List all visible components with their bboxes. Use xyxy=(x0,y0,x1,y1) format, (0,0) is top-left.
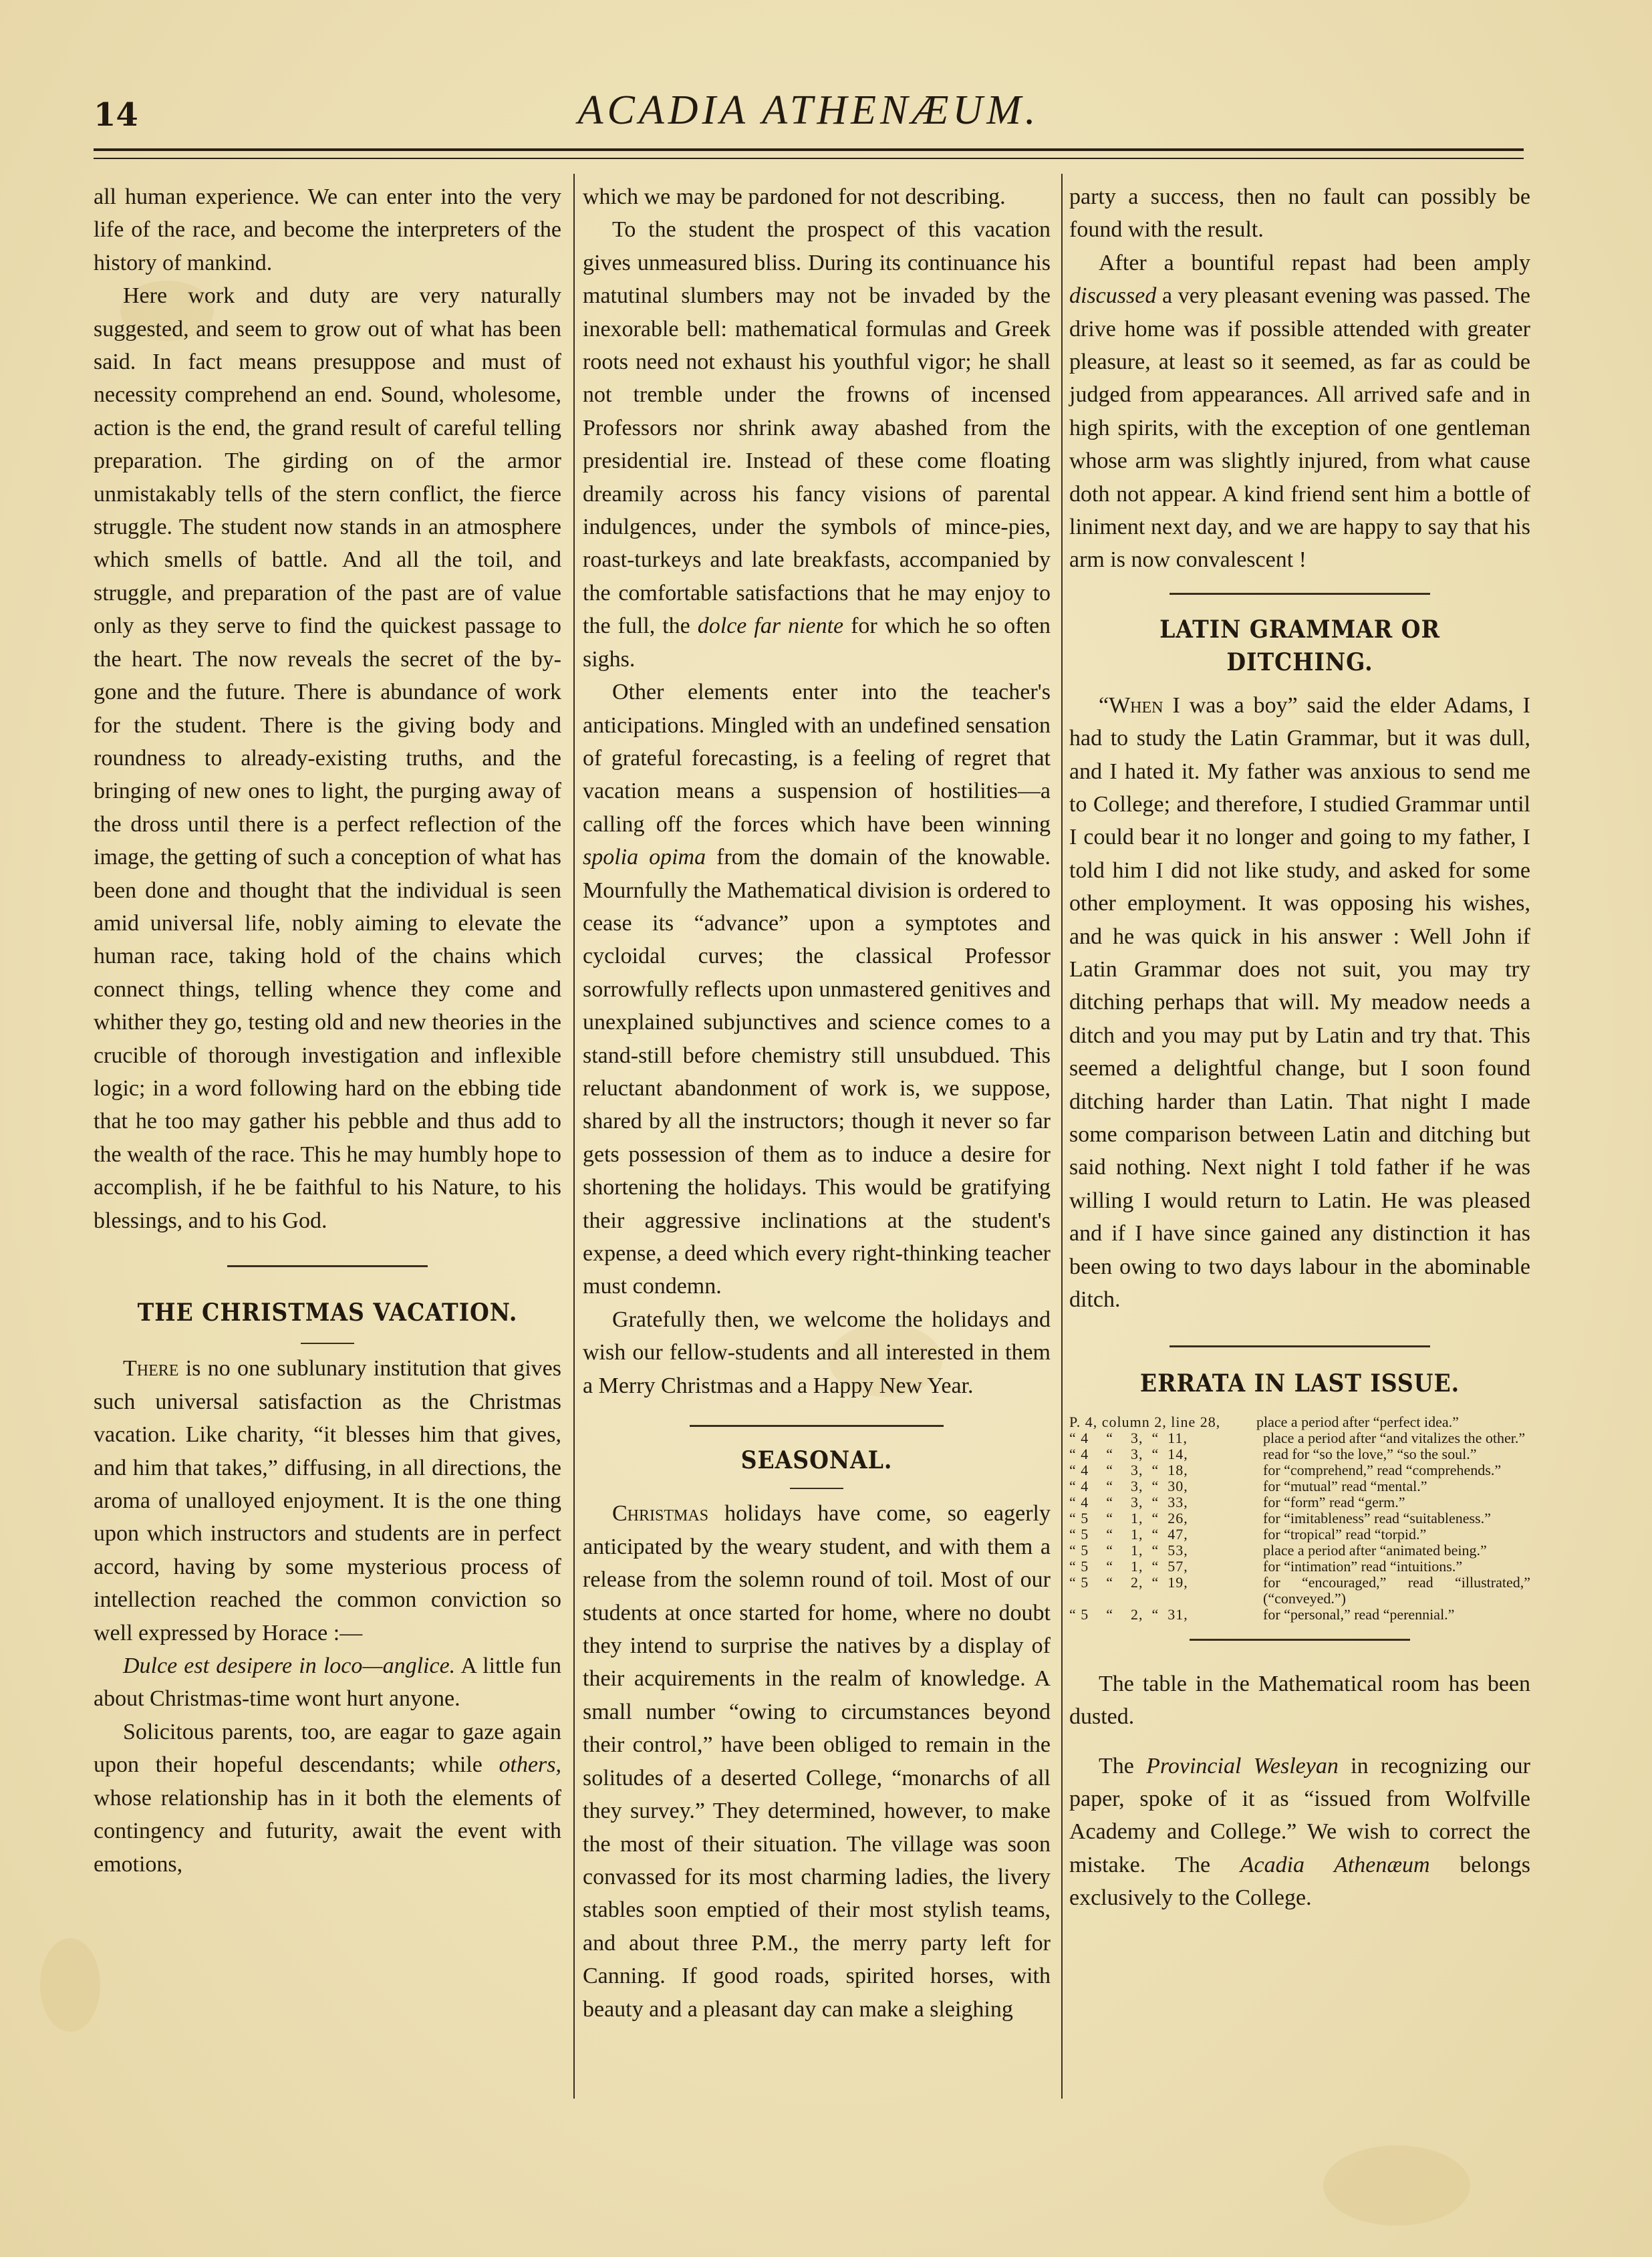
errata-reference: P. 4, column 2, line 28, xyxy=(1069,1413,1221,1430)
errata-reference: “ 4 “ 3, “ 33, xyxy=(1069,1493,1188,1510)
paragraph-text: a very pleasant evening was passed. The drive home was if possible attended with greater pleasure, at least so it seemed, as far as could be judged from appearances. All arrived safe and in high spirits, with the exception of one gentleman whose arm was slightly injured, from what cause doth not appear. A kind friend sent him a bottle of liniment next day, and we are happy to say that his arm is now convalescent ! xyxy=(1069,283,1530,573)
errata-reference: “ 4 “ 3, “ 18, xyxy=(1069,1461,1188,1478)
errata-correction: for “imitableness” read “suitableness.” xyxy=(1263,1509,1491,1526)
paragraph-text: A little fun about Christmas-time wont hurt anyone. xyxy=(94,1653,561,1712)
column-divider xyxy=(1061,174,1063,2099)
errata-correction: read for “so the love,” “so the soul.” xyxy=(1263,1445,1477,1462)
errata-row xyxy=(1069,1559,1530,1575)
paragraph-text: The xyxy=(1099,1753,1147,1778)
errata-row xyxy=(1069,1575,1530,1607)
section-separator xyxy=(1190,1639,1410,1641)
paragraph xyxy=(94,1716,561,1881)
errata-row xyxy=(1069,1526,1530,1543)
column-divider xyxy=(573,174,575,2099)
lead-word: “When xyxy=(1099,692,1163,718)
paragraph xyxy=(583,676,1051,1303)
article-heading: THE CHRISTMAS VACATION. xyxy=(137,1299,518,1327)
paper-stain xyxy=(1323,2145,1470,2226)
errata-reference: “ 4 “ 3, “ 14, xyxy=(1069,1445,1188,1462)
italic-phrase: spolia opima xyxy=(583,845,706,870)
paragraph-text: whose relationship has in it both the elements of contingency and futurity, await the event with emotions, xyxy=(94,1785,561,1877)
errata-correction: for “encouraged,” read “illustrated,” (“conveyed.”) xyxy=(1263,1573,1530,1607)
lead-word: There xyxy=(123,1356,179,1381)
paragraph-text: belongs exclusively to the College. xyxy=(1069,1852,1530,1911)
errata-reference: “ 5 “ 1, “ 47, xyxy=(1069,1525,1188,1543)
paragraph: The table in the Mathematical room has been dusted. xyxy=(1069,1671,1530,1730)
paragraph-text: in recognizing our paper, spoke of it as “issued from Wolfville Academy and College.” We wish to correct the mistake. The xyxy=(1069,1753,1530,1877)
header-rule xyxy=(94,148,1524,159)
errata-correction: for “form” read “germ.” xyxy=(1263,1493,1405,1510)
paragraph xyxy=(583,1497,1051,2026)
paragraph: which we may be pardoned for not describing. xyxy=(583,184,1006,209)
errata-reference: “ 5 “ 1, “ 26, xyxy=(1069,1509,1188,1526)
column-3 xyxy=(1069,180,1530,1915)
paragraph: party a success, then no fault can possibly be found with the result. xyxy=(1069,184,1530,243)
lead-word: Christmas xyxy=(612,1501,709,1526)
errata-correction: place a period after “animated being.” xyxy=(1263,1541,1487,1559)
paragraph-text: To the student the prospect of this vacation gives unmeasured bliss. During its continuance his matutinal slumbers may not be invaded by the inexorable bell: mathematical formulas and Greek roots need not exhaust his youthful vigor; he shall not tremble under the frowns of incensed Professors nor shrink away abashed from the presidential ire. Instead of these come floating dreamily across his fancy visions of parental indulgences, under the symbols of mince-pies, roast-turkeys and late breakfasts, accompanied by the comfortable satisfactions that he may enjoy to the full, the xyxy=(583,217,1051,639)
errata-correction: place a period after “perfect idea.” xyxy=(1256,1413,1459,1430)
errata-list xyxy=(1069,1414,1530,1623)
page-header xyxy=(94,87,1524,140)
errata-correction: for “mutual” read “mental.” xyxy=(1263,1477,1427,1494)
paragraph-text: After a bountiful repast had been amply xyxy=(1099,250,1530,275)
errata-reference: “ 5 “ 2, “ 19, xyxy=(1069,1573,1188,1591)
paragraph-text: for which he so often sighs. xyxy=(583,614,1051,672)
errata-row xyxy=(1069,1478,1530,1494)
paragraph xyxy=(94,1352,561,1649)
italic-word: others, xyxy=(499,1752,561,1778)
errata-row xyxy=(1069,1446,1530,1462)
paragraph: Here work and duty are very naturally suggested, and seem to grow out of what has been said. In fact means presuppose and must of necessity comprehend an end. Sound, wholesome, action is the end, the grand result of careful telling preparation. The girding on of the armor unmistakably tells of the stern conflict, the fierce struggle. The student now stands in an atmosphere which smells of battle. And all the toil, and struggle, and preparation of the past are of value only as they serve to find the quickest passage to the heart. The now reveals the secret of the by-gone and the future. There is abundance of work for the student. There is the giving body and roundness to already-existing truths, and the bringing of new ones to light, the purging away of the dross until there is a perfect reflection of the image, the getting of such a conception of what has been done and thought that the individual is seen amid universal life, nobly aiming to elevate the human race, taking hold of the chains which connect things, telling whence they come and whither they go, testing old and new theories in the crucible of thorough investigation and inflexible logic; in a word following hard on the ebbing tide that he too may gather his pebble and thus add to the wealth of the race. This he may humbly hope to accomplish, if he be faithful to his Nature, to his blessings, and to his God. xyxy=(94,283,561,1233)
errata-reference: “ 5 “ 2, “ 31, xyxy=(1069,1605,1188,1623)
errata-reference: “ 5 “ 1, “ 57, xyxy=(1069,1557,1188,1575)
paragraph xyxy=(1069,247,1530,577)
errata-row xyxy=(1069,1462,1530,1478)
italic-phrase: dolce far niente xyxy=(697,614,844,639)
paragraph xyxy=(1069,1750,1530,1915)
errata-row xyxy=(1069,1414,1530,1430)
paragraph: Gratefully then, we welcome the holidays and wish our fellow-students and all interested in them a Merry Christmas and a Happy New Year. xyxy=(583,1307,1051,1398)
paragraph xyxy=(583,213,1051,676)
masthead-title: ACADIA ATHENÆUM. xyxy=(577,88,1040,133)
errata-correction: place a period after “and vitalizes the other.” xyxy=(1263,1429,1526,1446)
paragraph: all human experience. We can enter into the very life of the race, and become the interpreters of the history of mankind. xyxy=(94,184,561,275)
heading-rule xyxy=(790,1488,843,1489)
section-separator xyxy=(1169,1345,1430,1347)
errata-row xyxy=(1069,1510,1530,1526)
errata-correction: for “tropical” read “torpid.” xyxy=(1263,1525,1427,1543)
errata-reference: “ 4 “ 3, “ 30, xyxy=(1069,1477,1188,1494)
paragraph-text: from the domain of the knowable. Mournfully the Mathematical division is ordered to cease its “advance” upon a symptotes and cycloidal curves; the classical Professor sorrowfully reflects upon unmastered genitives and unexplained subjunctives and science comes to a stand-still before chemistry still unsubdued. This reluctant abandonment of work is, we suppose, shared by all the instructors; though it never so far gets possession of them as to induce a desire for shortening the holidays. This would be gratifying their aggressive inclinations at the student's expense, a deed which every right-thinking teacher must condemn. xyxy=(583,845,1051,1299)
italic-word: discussed xyxy=(1069,283,1157,309)
paragraph-text: is no one sublunary institution that gives such universal satisfaction as the Christmas vacation. Like charity, “it blesses him that gives, and him that takes,” diffusing, in all directions, the aroma of unalloyed enjoyment. It is the one thing upon which instructors and students are in perfect accord, having by some mysterious process of intellection reached the common conviction so well expressed by Horace :— xyxy=(94,1356,561,1645)
page-number: 14 xyxy=(94,96,138,134)
errata-row xyxy=(1069,1494,1530,1510)
italic-phrase: Provincial Wesleyan xyxy=(1146,1753,1339,1778)
paragraph-text: Solicitous parents, too, are eagar to gaze again upon their hopeful descendants; while xyxy=(94,1719,561,1778)
errata-row xyxy=(1069,1543,1530,1559)
latin-quote: Dulce est desipere in loco—anglice. xyxy=(123,1653,456,1679)
section-separator xyxy=(227,1265,428,1267)
article-heading: SEASONAL. xyxy=(740,1446,893,1475)
italic-phrase: Acadia Athenæum xyxy=(1240,1852,1430,1877)
paragraph-text: I was a boy” said the elder Adams, I had to study the Latin Grammar, but it was dull, and I hated it. My father was anxious to send me to College; and therefore, I studied Grammar until I could bear it no longer and going to my father, I told him I did not like study, and asked for some other employment. It was opposing his wishes, and he was quick in his answer : Well John if Latin Grammar does not suit, you may try ditching perhaps that will. My meadow needs a ditch and you may put by Latin and try that. This seemed a delightful change, but I soon found ditching harder than Latin. That night I made some comparison between Latin and ditching but said nothing. Next night I told father if he was willing I would return to Latin. He was pleased and if I have since gained any distinction it has been owing to two days labour in the abominable ditch. xyxy=(1069,692,1530,1312)
article-heading: ERRATA IN LAST ISSUE. xyxy=(1139,1369,1460,1398)
errata-correction: for “personal,” read “perennial.” xyxy=(1263,1605,1455,1623)
section-separator xyxy=(690,1425,944,1427)
article-heading: LATIN GRAMMAR OR DITCHING. xyxy=(1159,615,1440,677)
paragraph xyxy=(94,1649,561,1716)
paragraph-text: Other elements enter into the teacher's anticipations. Mingled with an undefined sensation of grateful forecasting, is a feeling of regret that vacation means a suspension of hostilities—a calling off the forces which have been winning xyxy=(583,680,1051,837)
paragraph xyxy=(1069,689,1530,1317)
section-separator xyxy=(1169,593,1430,595)
column-1 xyxy=(94,180,561,1881)
errata-correction: for “comprehend,” read “comprehends.” xyxy=(1263,1461,1502,1478)
errata-correction: for “intimation” read “intuitions.” xyxy=(1263,1557,1463,1575)
errata-reference: “ 5 “ 1, “ 53, xyxy=(1069,1541,1188,1559)
column-2 xyxy=(583,180,1051,2026)
errata-reference: “ 4 “ 3, “ 11, xyxy=(1069,1429,1188,1446)
errata-row xyxy=(1069,1430,1530,1446)
errata-row xyxy=(1069,1607,1530,1623)
paper-stain xyxy=(40,1938,100,2032)
heading-rule xyxy=(301,1343,354,1344)
paragraph-text: holidays have come, so eagerly anticipated by the weary student, and with them a release from the solemn round of toil. Most of our students at once started for home, where no doubt they intend to surprise the natives by a display of their acquirements in the realm of knowledge. A small number “owing to circumstances beyond their control,” have been obliged to remain in the solitudes of a deserted College, “monarchs of all they survey.” They determined, however, to make the most of their situation. The village was soon convassed for its most charming ladies, the livery stables soon emptied of their most stylish teams, and about three P.M., the merry party left for Canning. If good roads, spirited horses, with beauty and a pleasant day can make a sleighing xyxy=(583,1501,1051,2022)
